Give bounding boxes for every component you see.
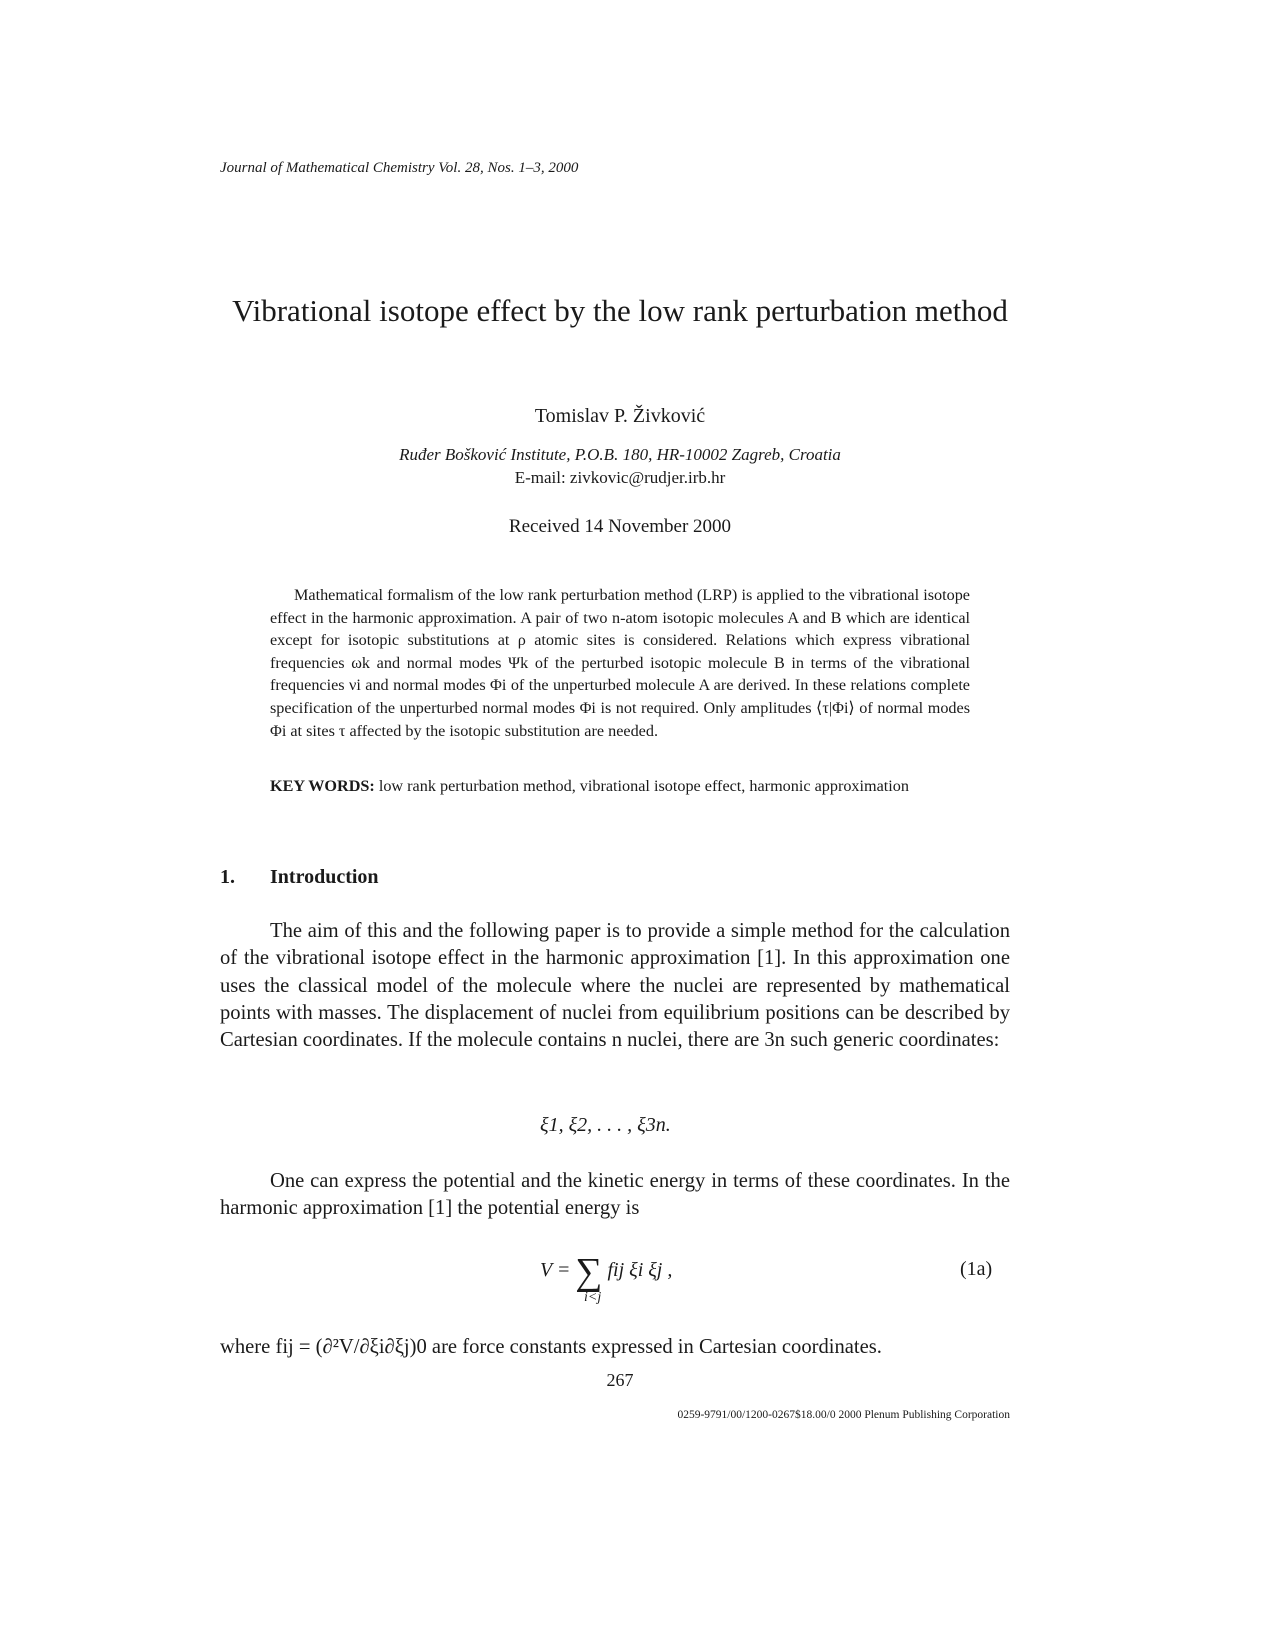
- keywords-label: KEY WORDS:: [270, 777, 375, 795]
- keywords: [270, 775, 970, 798]
- body-paragraph-1: The aim of this and the following paper is to provide a simple method for the calculation of the vibrational isotope effect in the harmonic approximation [1]. In this approximation one uses the classical model of the molecule where the nuclei are represented by mathematical points with masses. The displacement of nuclei from equilibrium positions can be described by Cartesian coordinates. If the molecule contains n nuclei, there are 3n such generic coordinates:: [220, 920, 1010, 1052]
- abstract: Mathematical formalism of the low rank perturbation method (LRP) is applied to the vibrational isotope effect in the harmonic approximation. A pair of two n-atom isotopic molecules A and B which are identical except for isotopic substitutions at ρ atomic sites is considered. Relations which express vibrational frequencies ωk and normal modes Ψk of the perturbed isotopic molecule B in terms of the vibrational frequencies νi and normal modes Φi of the unperturbed molecule A are derived. In these relations complete specification of the unperturbed normal modes Φi is not required. Only amplitudes ⟨τ|Φi⟩ of normal modes Φi at sites τ affected by the isotopic substitution are needed.: [270, 586, 970, 740]
- journal-header: Journal of Mathematical Chemistry Vol. 28, Nos. 1–3, 2000: [220, 160, 579, 176]
- paper-title: Vibrational isotope effect by the low rank perturbation method: [232, 293, 1008, 328]
- equation-coordinates: ξ1, ξ2, . . . , ξ3n.: [540, 1114, 671, 1136]
- received-date: Received 14 November 2000: [508, 516, 732, 537]
- section-heading: [220, 866, 379, 889]
- sum-index: i<j: [584, 1290, 602, 1305]
- author-name: Tomislav P. Živković: [534, 405, 706, 427]
- equation-1a-lhs: V =: [540, 1259, 576, 1281]
- body-paragraph-2: One can express the potential and the kinetic energy in terms of these coordinates. In the harmonic approximation [1] the potential energy is: [220, 1170, 1010, 1220]
- page-number: 267: [606, 1370, 634, 1390]
- copyright-footer: 0259-9791/00/1200-0267$18.00/0 2000 Plenum Publishing Corporation: [677, 1409, 1010, 1421]
- body-paragraph-3: where fij = (∂²V/∂ξi∂ξj)0 are force constants expressed in Cartesian coordinates.: [220, 1336, 882, 1358]
- equation-number: (1a): [960, 1258, 993, 1280]
- keywords-text: low rank perturbation method, vibrational isotope effect, harmonic approximation: [378, 777, 909, 795]
- sum-symbol: ∑: [575, 1251, 603, 1293]
- section-title: Introduction: [270, 866, 379, 888]
- author-affiliation: Ruđer Bošković Institute, P.O.B. 180, HR-10002 Zagreb, Croatia: [399, 445, 841, 464]
- section-number: 1.: [220, 866, 235, 888]
- author-email: E-mail: zivkovic@rudjer.irb.hr: [514, 468, 726, 487]
- equation-1a: [540, 1250, 673, 1305]
- equation-1a-rhs: fij ξi ξj ,: [607, 1259, 673, 1281]
